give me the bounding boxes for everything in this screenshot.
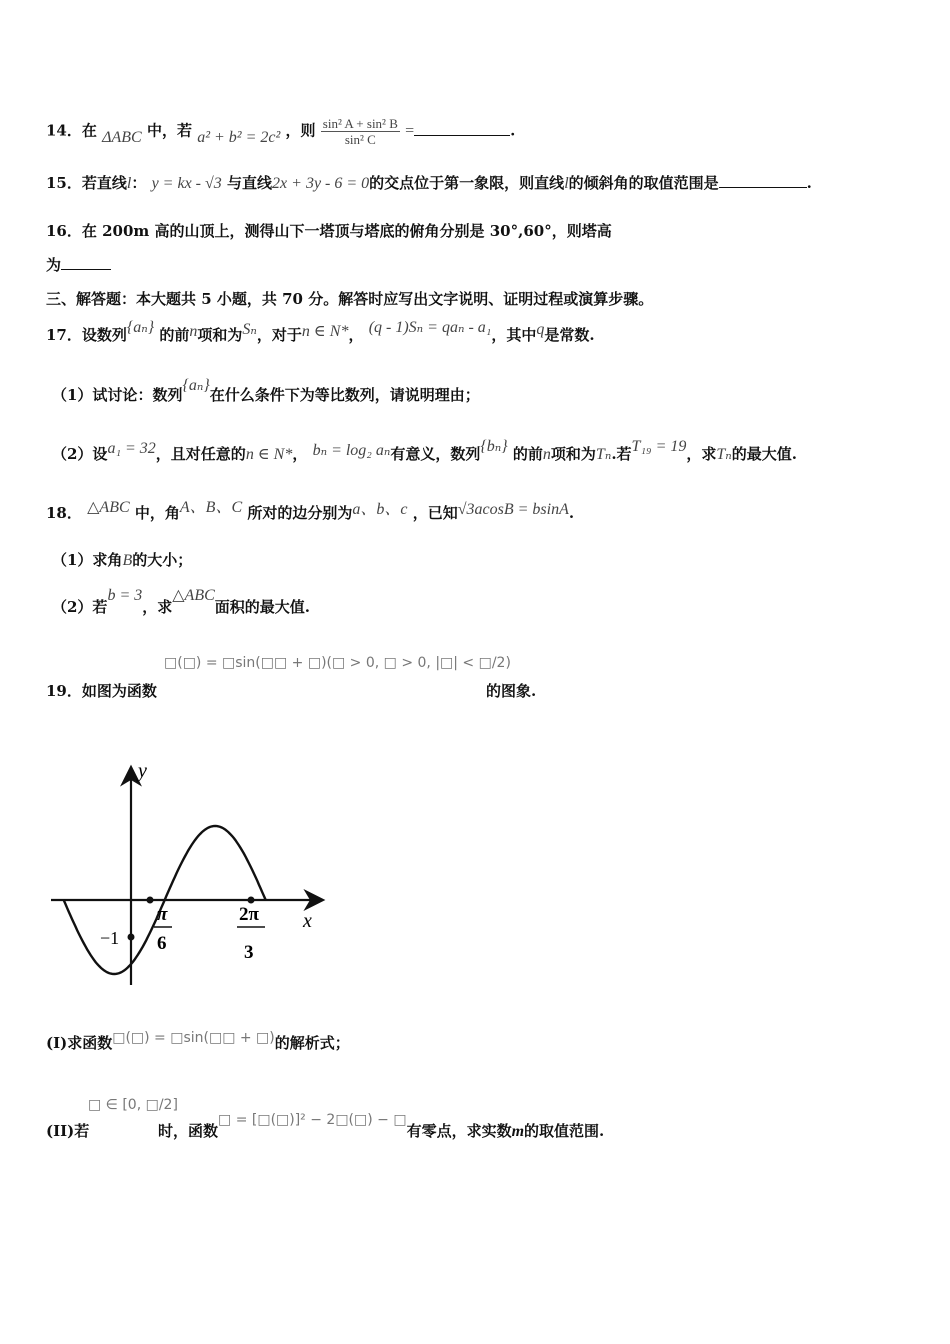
q17-p2-text5: 的前 — [512, 445, 543, 463]
q19-end: 的图象. — [486, 682, 537, 700]
q14-text2: ，则 — [285, 121, 316, 140]
pi6-denominator: 6 — [157, 933, 167, 954]
q18-p2-b: b = 3 — [107, 587, 143, 604]
point-2pi-3 — [248, 897, 255, 904]
q17-p1-text2: 在什么条件下为等比数列，请说明理由； — [209, 386, 480, 404]
q14-equals: = — [405, 122, 415, 140]
q18-p1-text2: 的大小； — [132, 551, 193, 569]
q19-part1 — [46, 1030, 350, 1054]
q18-p1-text: （1）求角 — [52, 551, 123, 569]
q17-p2-text4: 有意义，数列 — [390, 445, 481, 463]
q17-p2-a1: a₁ = 32 — [107, 440, 156, 457]
q17-p2-n: n — [542, 446, 551, 463]
q16-line1: 16．在 200m 高的山顶上，测得山下一塔顶与塔底的俯角分别是 30°,60°，则塔高 — [46, 222, 612, 240]
pi6-numerator: π — [157, 904, 168, 925]
q17-text6: 是常数. — [544, 326, 595, 344]
q17-p2-text3: ， — [292, 445, 308, 463]
q17-p2-Tn2: Tₙ — [716, 446, 732, 463]
q14-text: 中，若 — [146, 121, 192, 140]
q17-text4: ， — [348, 326, 364, 344]
q17-seq: {aₙ} — [126, 319, 155, 336]
q15-line-l2: l — [564, 175, 569, 192]
q17-p2-T19: T₁₉ = 19 — [631, 438, 687, 455]
section-3-heading: 三、解答题：本大题共 5 小题，共 70 分。解答时应写出文字说明、证明过程或演算步骤。 — [46, 290, 654, 308]
q15-answer-blank[interactable] — [719, 173, 807, 188]
q17-p2-text7: .若 — [611, 445, 632, 463]
q19-p2-condition: □ ∈ [0, □/2] — [88, 1097, 178, 1113]
q15-colon: ： — [131, 174, 147, 192]
q15-end: . — [806, 174, 812, 192]
q17-Sn: Sₙ — [242, 321, 257, 338]
q18-text1: 中，角 — [134, 504, 180, 522]
q17-p2-text6: 项和为 — [550, 445, 596, 463]
q19-p2-condition-image — [88, 1094, 178, 1115]
q19-part2 — [46, 1121, 89, 1141]
q18-angles: A、B、C — [179, 499, 243, 516]
q17-p1-text: （1）试讨论：数列 — [52, 386, 183, 404]
q17-text1: 的前 — [159, 326, 190, 344]
q17-number: 17．设数列 — [46, 326, 127, 344]
q14-number: 14．在 — [46, 121, 97, 140]
q15-equation-2: 2x + 3y - 6 = 0 — [272, 175, 370, 192]
point-minus-one — [128, 934, 135, 941]
point-pi-6 — [147, 897, 154, 904]
q14-frac-num: sin² A + sin² B — [322, 116, 398, 131]
q17-part2 — [52, 438, 798, 465]
q17-p2-seq: {bₙ} — [480, 438, 508, 455]
q14-fraction — [321, 116, 400, 147]
q19-p2-m: m — [511, 1123, 525, 1140]
sine-graph — [46, 755, 336, 995]
q18-p2-text3: 面积的最大值. — [214, 598, 311, 616]
q14-triangle: ΔABC — [102, 128, 142, 146]
q19-p2-text3: 有零点，求实数 — [406, 1122, 512, 1140]
q17-n-in-N: n ∈ N* — [301, 323, 349, 340]
q14-condition: a² + b² = 2c² — [197, 128, 281, 146]
q18-number: 18． — [46, 504, 82, 522]
q19-p1-text2: 的解析式； — [274, 1034, 350, 1052]
q17-line — [46, 319, 595, 346]
q14-answer-blank[interactable] — [414, 121, 510, 136]
q18-line — [46, 499, 575, 524]
q15-text2: 的交点位于第一象限，则直线 — [369, 174, 565, 192]
q19-function-formula: □(□) = □sin(□□ + □)(□ > 0, □ > 0, |□| < □/2) — [164, 655, 511, 671]
q14-end: . — [510, 121, 516, 140]
q18-part1 — [52, 550, 192, 571]
x-axis-label: x — [303, 910, 312, 932]
q16-line2 — [46, 255, 111, 275]
q17-p2-text2: ，且对任意的 — [155, 445, 246, 463]
q17-p2-text8: ，求 — [686, 445, 717, 463]
q19-p1-text: (I)求函数 — [46, 1034, 113, 1052]
q18-p1-B: B — [122, 552, 133, 569]
q16-answer-blank[interactable] — [61, 255, 111, 270]
q14-frac-den: sin² C — [344, 132, 376, 147]
minus-one-label: −1 — [100, 928, 120, 948]
y-axis-label: y — [138, 760, 147, 782]
q18-p2-triangle: △ABC — [172, 587, 215, 604]
q17-part1 — [52, 377, 480, 406]
q18-sides: a、b、c — [352, 501, 408, 518]
q17-text2: 项和为 — [197, 326, 243, 344]
q18-p2-text: （2）若 — [52, 598, 108, 616]
q17-p2-text: （2）设 — [52, 445, 108, 463]
q19-line — [46, 681, 157, 701]
2pi3-numerator: 2π — [239, 904, 259, 925]
q16-text: 为 — [46, 256, 62, 274]
q18-end: . — [568, 504, 575, 522]
q19-number: 19．如图为函数 — [46, 682, 157, 700]
q17-p2-text9: 的最大值. — [731, 445, 798, 463]
q17-n: n — [189, 323, 198, 340]
q14-line — [46, 116, 515, 147]
q17-q: q — [536, 321, 545, 338]
q18-text3: ，已知 — [412, 504, 458, 522]
q17-equation: (q - 1)Sₙ = qaₙ - a₁ — [368, 319, 492, 336]
q15-line — [46, 173, 812, 194]
q17-p2-Tn: Tₙ — [595, 446, 612, 463]
q15-text3: 的倾斜角的取值范围是 — [568, 174, 719, 192]
q19-p2-text: (II)若 — [46, 1122, 90, 1140]
q17-p2-n-in-N: n ∈ N* — [245, 446, 293, 463]
q18-equation: √3acosB = bsinA — [457, 501, 569, 518]
q17-p2-bn: bₙ = log₂ aₙ — [312, 442, 391, 459]
q17-p1-seq: {aₙ} — [182, 377, 210, 394]
q18-text2: 所对的边分别为 — [247, 504, 353, 522]
q18-p2-text2: ，求 — [142, 598, 173, 616]
q18-triangle: △ABC — [87, 499, 130, 516]
q17-text3: ，对于 — [256, 326, 302, 344]
q19-p2-text2: 时，函数 — [158, 1122, 219, 1140]
q19-line-end — [486, 681, 536, 701]
2pi3-denominator: 3 — [244, 942, 254, 963]
q19-part2-rest — [158, 1112, 605, 1142]
q18-part2 — [52, 587, 311, 618]
q15-number: 15．若直线 — [46, 174, 127, 192]
q19-p2-formula: □ = [□(□)]² − 2□(□) − □ — [218, 1112, 407, 1128]
q15-text: 与直线 — [227, 174, 273, 192]
q15-line-l: l — [126, 175, 132, 192]
q19-p1-formula: □(□) = □sin(□□ + □) — [112, 1030, 275, 1046]
q17-text5: ，其中 — [491, 326, 537, 344]
q15-equation-1: y = kx - √3 — [151, 175, 222, 192]
q19-function-image — [164, 652, 511, 673]
q19-p2-text4: 的取值范围. — [524, 1122, 605, 1140]
